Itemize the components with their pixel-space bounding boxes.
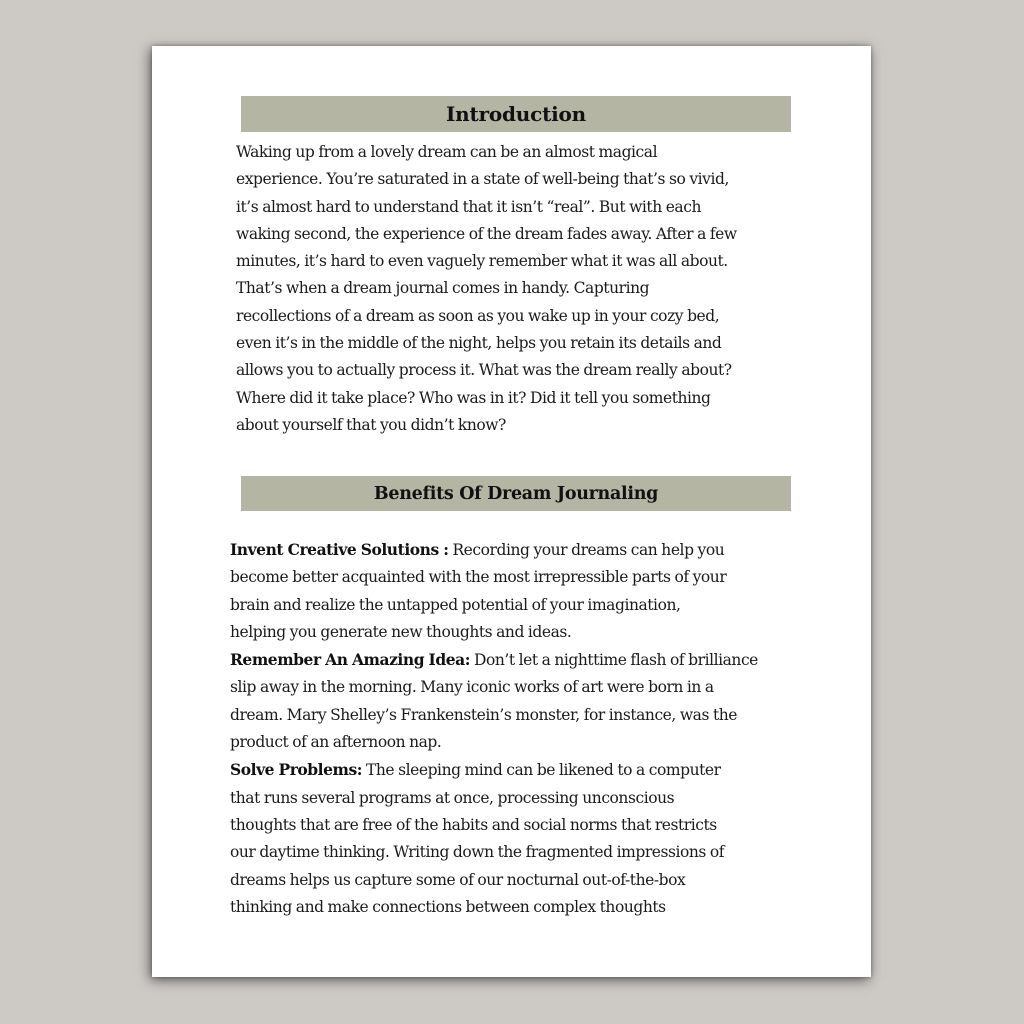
benefit-line: slip away in the morning. Many iconic works of art were born in a [230, 678, 714, 697]
introduction-heading-bar [241, 96, 791, 132]
intro-line: allows you to actually process it. What was the dream really about? [236, 361, 732, 380]
benefit-text: Recording your dreams can help you [448, 541, 725, 559]
benefit-item-solve-problems [230, 756, 800, 921]
benefit-line: our daytime thinking. Writing down the fragmented impressions of [230, 843, 725, 862]
intro-line: experience. You’re saturated in a state of well-being that’s so vivid, [236, 170, 729, 189]
benefit-line: thoughts that are free of the habits and social norms that restricts [230, 815, 717, 834]
benefit-text: The sleeping mind can be likened to a computer [362, 761, 721, 780]
benefit-title: Invent Creative Solutions : [230, 540, 449, 559]
benefits-heading: Benefits Of Dream Journaling [373, 483, 659, 504]
intro-line: minutes, it’s hard to even vaguely remember what it was all about. [236, 252, 728, 271]
benefit-line: dreams helps us capture some of our nocturnal out-of-the-box [230, 870, 686, 889]
intro-line: Waking up from a lovely dream can be an almost magical [236, 143, 658, 161]
intro-line: even it’s in the middle of the night, helps you retain its details and [236, 334, 722, 353]
intro-line: waking second, the experience of the dream fades away. After a few [236, 224, 737, 243]
benefits-heading-bar [241, 476, 791, 511]
introduction-paragraph [236, 139, 796, 439]
benefits-list [230, 536, 800, 921]
intro-line: Where did it take place? Who was in it? Did it tell you something [236, 388, 711, 407]
benefit-line: dream. Mary Shelley’s Frankenstein’s monster, for instance, was the [230, 705, 737, 724]
benefit-line: that runs several programs at once, processing unconscious [230, 788, 675, 807]
benefit-item-creative-solutions [230, 536, 800, 646]
document-page [152, 46, 871, 977]
intro-line: it’s almost hard to understand that it isn’t “real”. But with each [236, 197, 701, 216]
benefit-line: product of an afternoon nap. [230, 733, 442, 752]
intro-line: recollections of a dream as soon as you wake up in your cozy bed, [236, 306, 720, 325]
benefit-title: Remember An Amazing Idea: [230, 650, 470, 670]
benefit-line: thinking and make connections between complex thoughts [230, 897, 666, 916]
benefit-line: helping you generate new thoughts and ideas. [230, 622, 572, 641]
benefit-text: Don’t let a nighttime flash of brilliance [470, 651, 758, 670]
benefit-title: Solve Problems: [230, 760, 363, 780]
benefit-line: brain and realize the untapped potential of your imagination, [230, 595, 681, 614]
introduction-heading: Introduction [445, 102, 587, 126]
intro-line: about yourself that you didn’t know? [236, 415, 506, 434]
benefit-item-amazing-idea [230, 646, 800, 756]
benefit-line: become better acquainted with the most irrepressible parts of your [230, 568, 727, 587]
intro-line: That’s when a dream journal comes in handy. Capturing [236, 279, 650, 298]
